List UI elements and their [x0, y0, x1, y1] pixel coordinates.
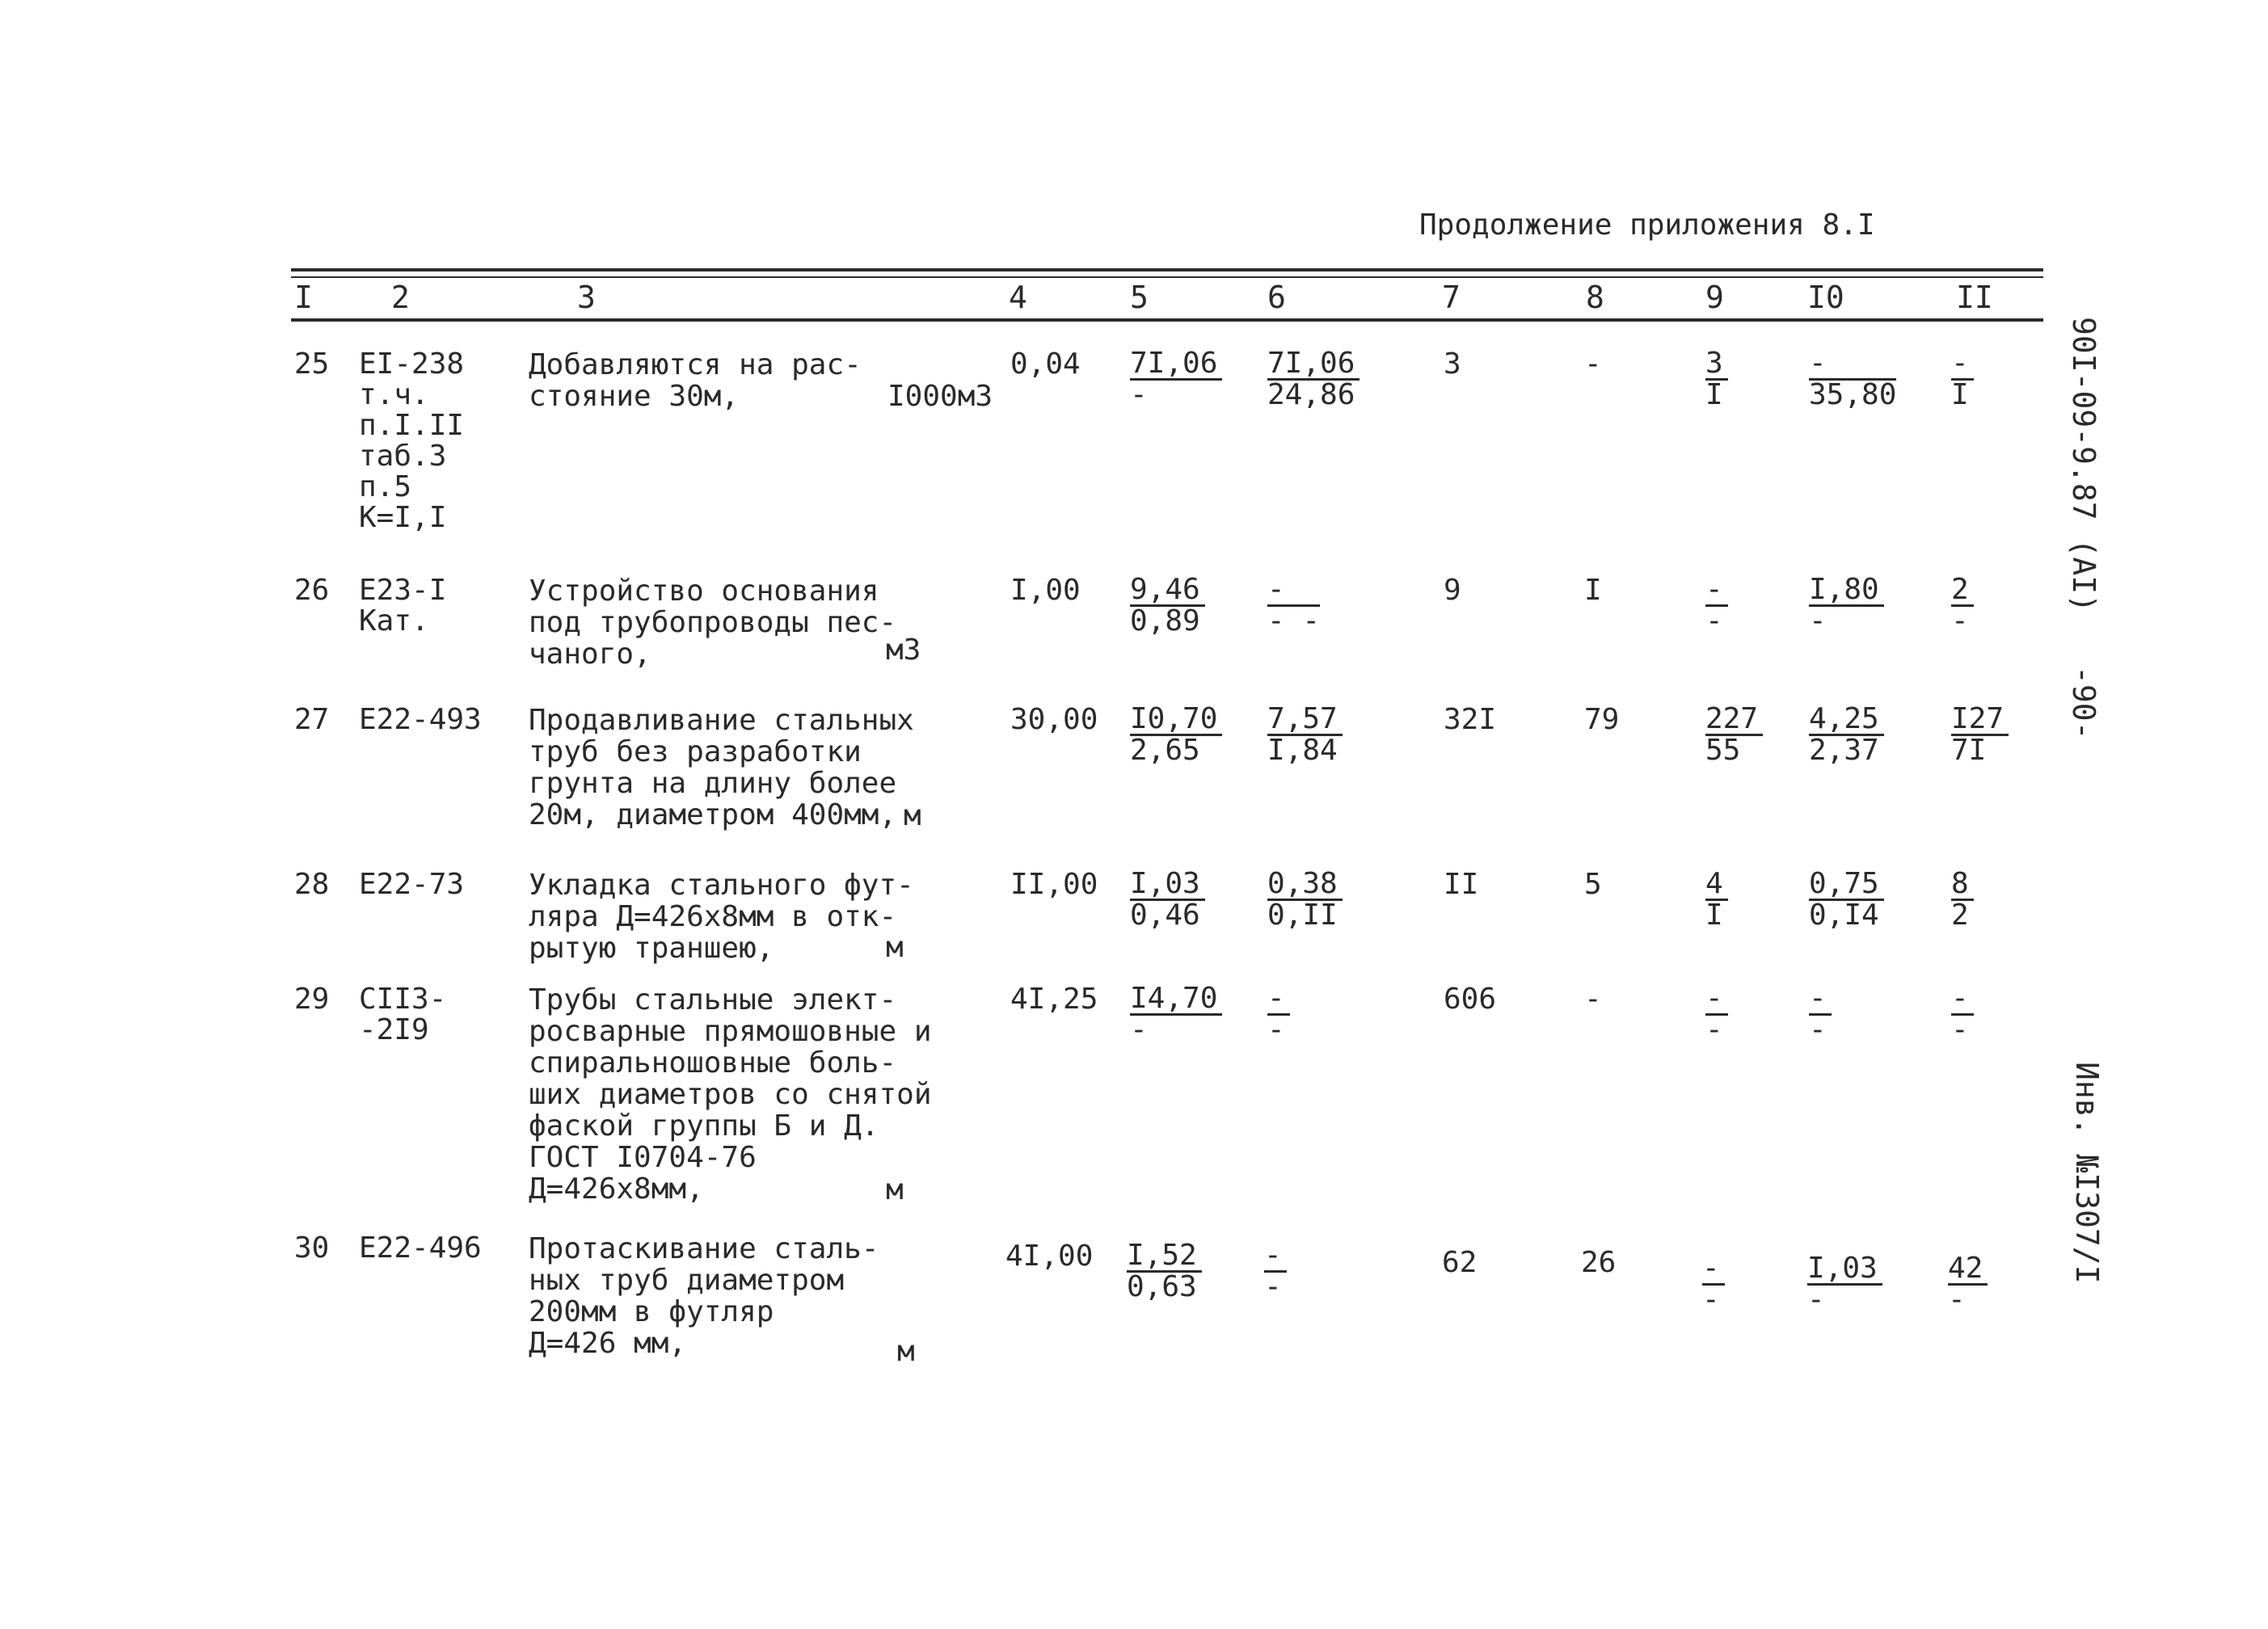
row-number: 25 — [294, 347, 330, 381]
col11-value — [1948, 1254, 1988, 1315]
col10-value — [1807, 1254, 1882, 1315]
numerator: 7I,06 — [1130, 349, 1222, 381]
col5-value — [1127, 1241, 1202, 1302]
denominator: - — [1702, 1283, 1720, 1316]
denominator: I,84 — [1267, 734, 1338, 767]
col-header-1: I — [294, 280, 313, 315]
numerator: I0,70 — [1130, 705, 1222, 736]
denominator: 0,46 — [1130, 899, 1200, 932]
row-number: 29 — [294, 983, 330, 1016]
row-number: 28 — [294, 868, 330, 901]
numerator: I,52 — [1127, 1241, 1202, 1273]
col7-value: 62 — [1442, 1246, 1478, 1279]
denominator: 0,89 — [1130, 604, 1200, 638]
numerator: I,03 — [1130, 869, 1205, 901]
work-description: Трубы стальные элект- росварные прямошовные и спиральношовные боль- ших диаметров со снятой фаской группы Б и Д. ГОСТ I0704-76 Д=426х8мм, — [529, 983, 932, 1206]
unit: м — [886, 931, 904, 964]
numerator: 4 — [1705, 869, 1728, 901]
row-number: 27 — [294, 703, 330, 736]
norm-code: E22-496 — [359, 1231, 482, 1265]
col10-value — [1809, 984, 1832, 1045]
numerator: I,03 — [1807, 1254, 1882, 1286]
denominator: - — [1264, 1270, 1282, 1303]
col5-value — [1130, 702, 1222, 767]
col7-value: 9 — [1444, 574, 1461, 607]
col8-value: 26 — [1581, 1246, 1617, 1279]
col11-value — [1951, 349, 1974, 410]
work-description: Устройство основания под трубопроводы пес- чаного, — [529, 575, 897, 671]
col11-value — [1951, 702, 2009, 767]
col11-value — [1951, 869, 1974, 930]
document-code-side: 90I-09-9.87 (AI) — [2066, 317, 2101, 613]
numerator: 3 — [1705, 349, 1728, 381]
numerator: 0,38 — [1267, 869, 1343, 901]
denominator: - — [1951, 604, 1969, 638]
col6-value — [1267, 702, 1343, 767]
numerator: I27 — [1951, 705, 2009, 736]
denominator: - — [1807, 1283, 1825, 1316]
denominator: 0,I4 — [1809, 899, 1879, 932]
work-description: Добавляются на рас- стояние 30м, — [529, 348, 862, 413]
denominator: I — [1705, 378, 1723, 411]
norm-code: E22-493 — [359, 703, 482, 736]
denominator: 2 — [1951, 899, 1969, 932]
col7-value: 606 — [1444, 983, 1497, 1016]
table-top-rule-thin — [291, 276, 2043, 278]
col8-value: I — [1584, 574, 1602, 607]
col-header-2: 2 — [391, 280, 410, 315]
col-header-3: 3 — [577, 280, 596, 315]
denominator: - — [1130, 378, 1148, 411]
numerator: - — [1705, 575, 1728, 607]
col5-value — [1130, 869, 1205, 930]
quantity: 4I,25 — [1010, 983, 1098, 1016]
col10-value — [1809, 869, 1884, 930]
numerator: 227 — [1705, 705, 1763, 736]
quantity: 0,04 — [1010, 347, 1081, 381]
numerator: 2 — [1951, 575, 1974, 607]
denominator: - — [1951, 1013, 1969, 1046]
col8-value: 5 — [1584, 868, 1602, 901]
col9-value — [1705, 349, 1728, 410]
unit: м3 — [886, 634, 921, 667]
col-header-9: 9 — [1705, 280, 1724, 315]
numerator: 7I,06 — [1267, 349, 1360, 381]
numerator: - — [1809, 349, 1896, 381]
col11-value — [1951, 575, 1974, 636]
norm-code: CII3- -2I9 — [359, 983, 447, 1046]
unit: I000м3 — [887, 380, 993, 413]
denominator: 0,II — [1267, 899, 1338, 932]
col-header-8: 8 — [1586, 280, 1604, 315]
denominator: I — [1705, 899, 1723, 932]
numerator: 8 — [1951, 869, 1974, 901]
unit: м — [904, 799, 921, 832]
numerator: I,80 — [1809, 575, 1884, 607]
denominator: - - — [1267, 604, 1321, 638]
col9-value — [1702, 1254, 1725, 1315]
col7-value: 32I — [1444, 703, 1497, 736]
unit: м — [886, 1173, 904, 1206]
col8-value: - — [1584, 983, 1602, 1016]
col5-value — [1130, 984, 1222, 1045]
col6-value — [1267, 869, 1343, 930]
col-header-5: 5 — [1130, 280, 1149, 315]
page-heading: Продолжение приложения 8.I — [1419, 208, 1875, 242]
numerator: - — [1809, 984, 1832, 1016]
header-bottom-rule — [291, 318, 2043, 322]
col9-value — [1705, 869, 1728, 930]
numerator: - — [1264, 1241, 1287, 1273]
quantity: 30,00 — [1010, 703, 1098, 736]
col6-value — [1267, 984, 1290, 1045]
norm-code: EI-238 т.ч. п.I.II таб.3 п.5 К=I,I — [359, 347, 465, 534]
col6-value — [1264, 1241, 1287, 1302]
work-description: Продавливание стальных труб без разработки грунта на длину более 20м, диаметром 400мм, — [529, 704, 914, 831]
inventory-number-side: Инв. №I307/I — [2069, 1062, 2105, 1284]
numerator: - — [1267, 984, 1290, 1016]
col-header-4: 4 — [1009, 280, 1027, 315]
denominator: - — [1809, 604, 1827, 638]
numerator: 4,25 — [1809, 705, 1884, 736]
denominator: 2,37 — [1809, 734, 1879, 767]
col6-value — [1267, 349, 1360, 410]
denominator: - — [1809, 1013, 1827, 1046]
col-header-11: II — [1956, 280, 1993, 315]
denominator: I — [1951, 378, 1969, 411]
numerator: 42 — [1948, 1254, 1988, 1286]
quantity: 4I,00 — [1005, 1240, 1094, 1273]
col-header-6: 6 — [1267, 280, 1286, 315]
norm-code: E23-I Кат. — [359, 574, 447, 638]
numerator: - — [1951, 349, 1974, 381]
col5-value — [1130, 575, 1205, 636]
col8-value: 79 — [1584, 703, 1620, 736]
work-description: Укладка стального фут- ляра Д=426х8мм в отк- рытую траншею, — [529, 869, 914, 965]
unit: м — [897, 1335, 915, 1368]
col9-value — [1705, 702, 1763, 767]
denominator: 24,86 — [1267, 378, 1355, 411]
denominator: 55 — [1705, 734, 1741, 767]
col10-value — [1809, 349, 1896, 410]
row-number: 26 — [294, 574, 330, 607]
denominator: 2,65 — [1130, 734, 1200, 767]
numerator: - — [1951, 984, 1974, 1016]
col7-value: 3 — [1444, 347, 1461, 381]
numerator: 9,46 — [1130, 575, 1205, 607]
col11-value — [1951, 984, 1974, 1045]
col8-value: - — [1584, 347, 1602, 381]
quantity: II,00 — [1010, 868, 1098, 901]
denominator: 0,63 — [1127, 1270, 1197, 1303]
col9-value — [1705, 575, 1728, 636]
quantity: I,00 — [1010, 574, 1081, 607]
denominator: 7I — [1951, 734, 1987, 767]
denominator: - — [1130, 1013, 1148, 1046]
col10-value — [1809, 575, 1884, 636]
denominator: - — [1705, 1013, 1723, 1046]
denominator: 35,80 — [1809, 378, 1897, 411]
row-number: 30 — [294, 1231, 330, 1265]
page-number-side: -90- — [2066, 666, 2101, 740]
col-header-7: 7 — [1442, 280, 1461, 315]
col7-value: II — [1444, 868, 1479, 901]
numerator: - — [1702, 1254, 1725, 1286]
numerator: 0,75 — [1809, 869, 1884, 901]
col6-value — [1267, 575, 1320, 636]
denominator: - — [1705, 604, 1723, 638]
col-header-10: I0 — [1807, 280, 1844, 315]
numerator: - — [1705, 984, 1728, 1016]
denominator: - — [1267, 1013, 1285, 1046]
work-description: Протаскивание сталь- ных труб диаметром 200мм в футляр Д=426 мм, — [529, 1232, 879, 1360]
col10-value — [1809, 702, 1884, 767]
numerator: I4,70 — [1130, 984, 1222, 1016]
norm-code: E22-73 — [359, 868, 465, 901]
table-top-rule — [291, 268, 2043, 272]
numerator: - — [1267, 575, 1320, 607]
denominator: - — [1948, 1283, 1966, 1316]
col5-value — [1130, 349, 1222, 410]
col9-value — [1705, 984, 1728, 1045]
numerator: 7,57 — [1267, 705, 1343, 736]
